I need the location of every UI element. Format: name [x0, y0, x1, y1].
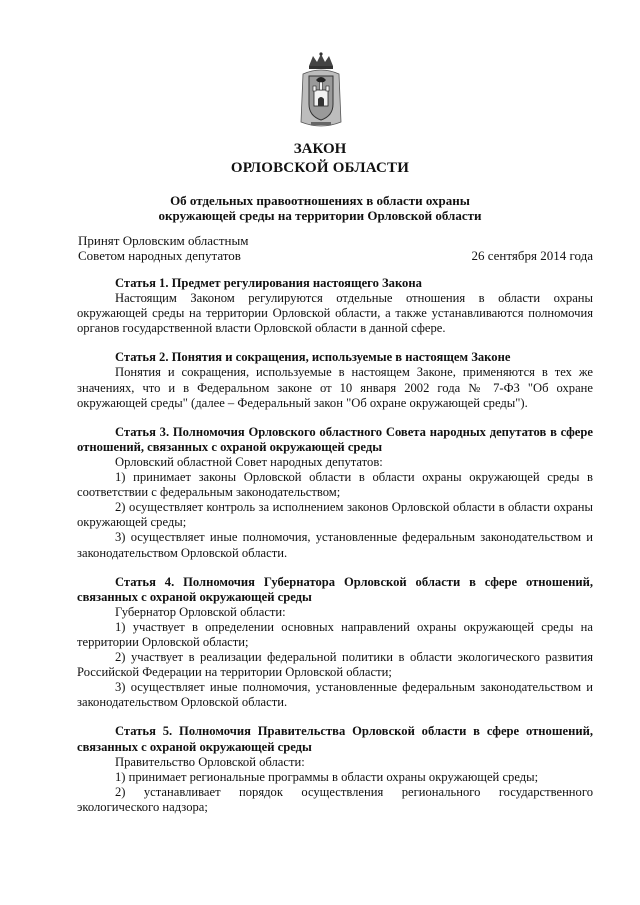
- article-paragraph: Губернатор Орловской области:: [115, 604, 286, 619]
- article-paragraph: Настоящим Законом регулируются отдельные отношения в области охраны окружающей среды на территории Орловской области, а также устанавливаются полномочия органов государственной власти Орловской области в данной сфере.: [77, 291, 593, 336]
- article-2: [77, 350, 593, 410]
- article-heading: Статья 2. Понятия и сокращения, используемые в настоящем Законе: [115, 350, 511, 365]
- article-4: [77, 575, 593, 711]
- article-paragraph: Понятия и сокращения, используемые в настоящем Законе, применяются в тех же значениях, что и в Федеральном законе от 10 января 2002 года № 7-ФЗ "Об охране окружающей среды" (далее – Федеральный закон "Об охране окружающей среды").: [77, 365, 593, 410]
- subtitle-line-2: окружающей среды на территории Орловской области: [158, 208, 482, 223]
- adoption-authority: [78, 233, 248, 263]
- article-heading: Статья 4. Полномочия Губернатора Орловской области в сфере отношений, связанных с охраной окружающей среды: [77, 574, 593, 604]
- article-paragraph: 3) осуществляет иные полномочия, установленные федеральным законодательством и законодательством Орловской области.: [77, 680, 593, 710]
- article-paragraph: 1) принимает региональные программы в области охраны окружающей среды;: [115, 769, 539, 784]
- subtitle-line-1: Об отдельных правоотношениях в области охраны: [170, 193, 470, 208]
- article-paragraph: 3) осуществляет иные полномочия, установленные федеральным законодательством и законодательством Орловской области.: [77, 530, 593, 560]
- law-subtitle: [0, 193, 640, 223]
- adoption-date: 26 сентября 2014 года: [471, 248, 593, 263]
- article-paragraph: Орловский областной Совет народных депутатов:: [115, 454, 383, 469]
- adoption-line-1: Принят Орловским областным: [78, 233, 249, 248]
- coat-of-arms-icon: [299, 52, 343, 130]
- adoption-line-2: Советом народных депутатов: [78, 248, 241, 263]
- article-5: [77, 724, 593, 815]
- article-heading: Статья 5. Полномочия Правительства Орловской области в сфере отношений, связанных с охраной окружающей среды: [77, 724, 593, 754]
- article-3: [77, 425, 593, 561]
- region-title: ОРЛОВСКОЙ ОБЛАСТИ: [230, 160, 410, 176]
- law-body: [77, 276, 593, 815]
- article-paragraph: 2) участвует в реализации федеральной политики в области экологического развития Российской Федерации на территории Орловской области;: [77, 650, 593, 680]
- document-type-title: ЗАКОН: [293, 141, 347, 157]
- article-paragraph: 1) участвует в определении основных направлений охраны окружающей среды на территории Орловской области;: [77, 619, 593, 649]
- article-paragraph: 2) устанавливает порядок осуществления регионального государственного экологического надзора;: [77, 784, 593, 814]
- article-paragraph: Правительство Орловской области:: [115, 754, 305, 769]
- article-paragraph: 1) принимает законы Орловской области в области охраны окружающей среды в соответствии с федеральным законодательством;: [77, 470, 593, 500]
- article-paragraph: 2) осуществляет контроль за исполнением законов Орловской области в области охраны окружающей среды;: [77, 500, 593, 530]
- article-heading: Статья 1. Предмет регулирования настоящего Закона: [115, 276, 422, 290]
- article-heading: Статья 3. Полномочия Орловского областного Совета народных депутатов в сфере отношений, связанных с охраной окружающей среды: [77, 424, 593, 454]
- article-1: [77, 276, 593, 336]
